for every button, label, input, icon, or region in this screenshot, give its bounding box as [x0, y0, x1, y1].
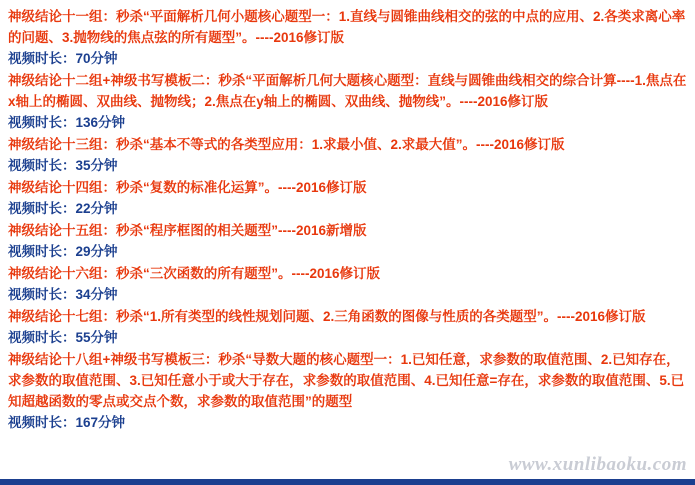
- course-title: 神级结论十四组：秒杀“复数的标准化运算”。----2016修订版: [8, 180, 367, 195]
- course-entry: [8, 349, 687, 433]
- course-title: 神级结论十六组：秒杀“三次函数的所有题型”。----2016修订版: [8, 266, 381, 281]
- course-entry: [8, 263, 687, 305]
- course-entry: [8, 70, 687, 133]
- bottom-divider: [0, 479, 695, 482]
- course-duration: 视频时长：35分钟: [8, 158, 118, 173]
- site-watermark: www.xunlibaoku.com: [508, 454, 687, 475]
- course-duration: 视频时长：22分钟: [8, 201, 118, 216]
- course-title: 神级结论十八组+神级书写模板三：秒杀“导数大题的核心题型一：1.已知任意，求参数的取值范围、2.已知存在，求参数的取值范围、3.已知任意小于或大于存在，求参数的取值范围、4.已知任意=存在，求参数的取值范围、5.已知超越函数的零点或交点个数，求参数的取值范围”的题型: [8, 352, 685, 409]
- course-title: 神级结论十三组：秒杀“基本不等式的各类型应用：1.求最小值、2.求最大值”。----2016修订版: [8, 137, 565, 152]
- course-duration: 视频时长：136分钟: [8, 115, 126, 130]
- course-entry: [8, 6, 687, 69]
- course-entry: [8, 220, 687, 262]
- course-title: 神级结论十一组：秒杀“平面解析几何小题核心题型一：1.直线与圆锥曲线相交的弦的中点的应用、2.各类求离心率的问题、3.抛物线的焦点弦的所有题型”。----2016修订版: [8, 9, 686, 45]
- course-duration: 视频时长：70分钟: [8, 51, 118, 66]
- course-title: 神级结论十二组+神级书写模板二：秒杀“平面解析几何大题核心题型：直线与圆锥曲线相交的综合计算----1.焦点在x轴上的椭圆、双曲线、抛物线；2.焦点在y轴上的椭圆、双曲线、抛物线”。----2016修订版: [8, 73, 687, 109]
- course-duration: 视频时长：29分钟: [8, 244, 118, 259]
- course-entry: [8, 134, 687, 176]
- course-duration: 视频时长：34分钟: [8, 287, 118, 302]
- course-entry: [8, 306, 687, 348]
- course-duration: 视频时长：167分钟: [8, 415, 126, 430]
- course-entry: [8, 177, 687, 219]
- course-duration: 视频时长：55分钟: [8, 330, 118, 345]
- course-title: 神级结论十七组：秒杀“1.所有类型的线性规划问题、2.三角函数的图像与性质的各类题型”。----2016修订版: [8, 309, 646, 324]
- course-title: 神级结论十五组：秒杀“程序框图的相关题型”----2016新增版: [8, 223, 367, 238]
